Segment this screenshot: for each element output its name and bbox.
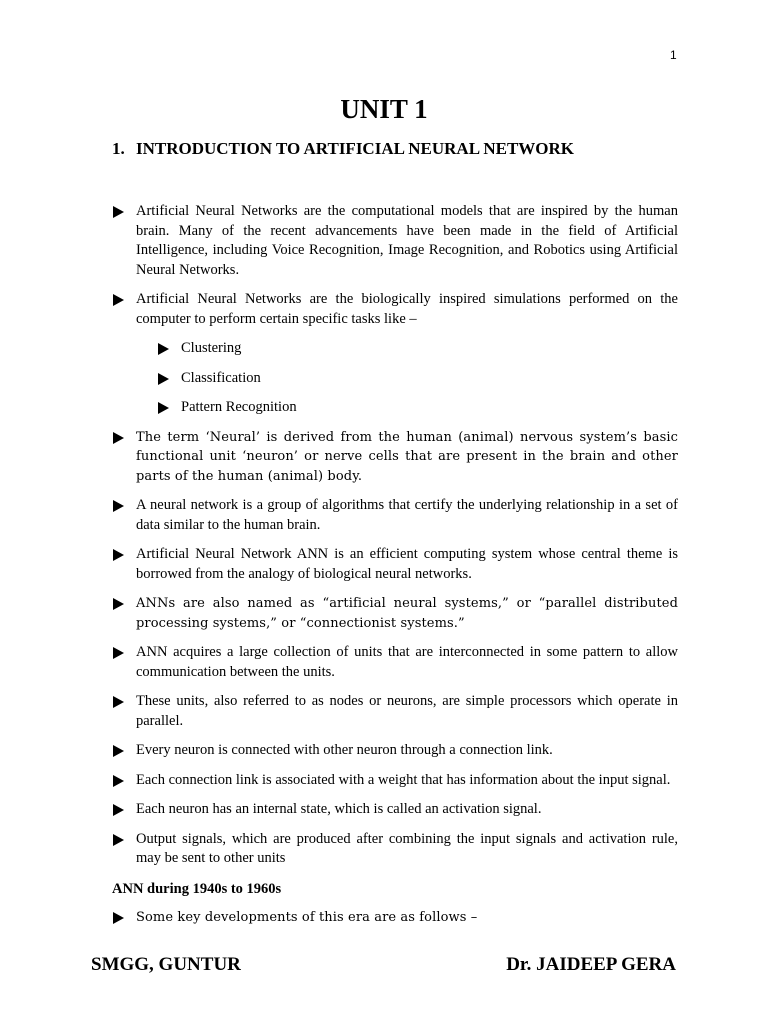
bullet-arrow-icon <box>113 598 124 610</box>
bullet-item: Artificial Neural Networks are the computational models that are inspired by the human brain. Many of the recent advancements have been made in the field of Artificial Intelligence, including Voice Recognition, Image Recognition, and Robotics using Artificial Neural Networks. <box>112 202 678 280</box>
bullet-item: Artificial Neural Networks are the biologically inspired simulations performed on the computer to perform certain specific tasks like – <box>112 290 678 329</box>
bullet-item: ANN acquires a large collection of units that are interconnected in some pattern to allow communication between the units. <box>112 643 678 682</box>
sub-bullet-item: Clustering <box>157 339 678 359</box>
bullet-arrow-icon <box>113 432 124 444</box>
unit-title: UNIT 1 <box>340 94 428 124</box>
sub-bullet-item: Pattern Recognition <box>157 398 678 418</box>
subheading: ANN during 1940s to 1960s <box>112 880 282 897</box>
section-heading <box>112 139 574 159</box>
bullet-arrow-icon <box>113 775 124 787</box>
bullet-arrow-icon <box>113 912 124 924</box>
bullet-arrow-icon <box>113 647 124 659</box>
document-body <box>112 202 678 937</box>
bullet-arrow-icon <box>158 343 169 355</box>
bullet-item: Output signals, which are produced after combining the input signals and activation rule, may be sent to other units <box>112 830 678 869</box>
bullet-arrow-icon <box>113 804 124 816</box>
footer-institution: SMGG, GUNTUR <box>91 954 241 975</box>
bullet-item: ANNs are also named as “artificial neural systems,” or “parallel distributed processing systems,” or “connectionist systems.” <box>112 594 678 633</box>
bullet-arrow-icon <box>113 294 124 306</box>
section-number: 1. <box>112 139 125 158</box>
section-heading-text: INTRODUCTION TO ARTIFICIAL NEURAL NETWORK <box>136 139 575 158</box>
page-number: 1 <box>670 48 677 62</box>
bullet-item: Some key developments of this era are as follows – <box>112 908 678 928</box>
bullet-arrow-icon <box>158 402 169 414</box>
bullet-arrow-icon <box>113 834 124 846</box>
bullet-item: These units, also referred to as nodes or neurons, are simple processors which operate in parallel. <box>112 692 678 731</box>
bullet-item: Every neuron is connected with other neuron through a connection link. <box>112 741 678 761</box>
bullet-item: Each connection link is associated with a weight that has information about the input signal. <box>112 771 678 791</box>
bullet-item: A neural network is a group of algorithms that certify the underlying relationship in a set of data similar to the human brain. <box>112 496 678 535</box>
bullet-item: Artificial Neural Network ANN is an efficient computing system whose central theme is borrowed from the analogy of biological neural networks. <box>112 545 678 584</box>
bullet-item: The term ‘Neural’ is derived from the human (animal) nervous system’s basic functional unit ‘neuron’ or nerve cells that are present in the brain and other parts of the human (animal) body. <box>112 428 678 487</box>
bullet-arrow-icon <box>113 500 124 512</box>
bullet-item: Each neuron has an internal state, which is called an activation signal. <box>112 800 678 820</box>
bullet-arrow-icon <box>113 696 124 708</box>
footer-author: Dr. JAIDEEP GERA <box>506 954 676 975</box>
bullet-arrow-icon <box>158 373 169 385</box>
bullet-arrow-icon <box>113 549 124 561</box>
bullet-arrow-icon <box>113 206 124 218</box>
bullet-arrow-icon <box>113 745 124 757</box>
sub-bullet-item: Classification <box>157 369 678 389</box>
